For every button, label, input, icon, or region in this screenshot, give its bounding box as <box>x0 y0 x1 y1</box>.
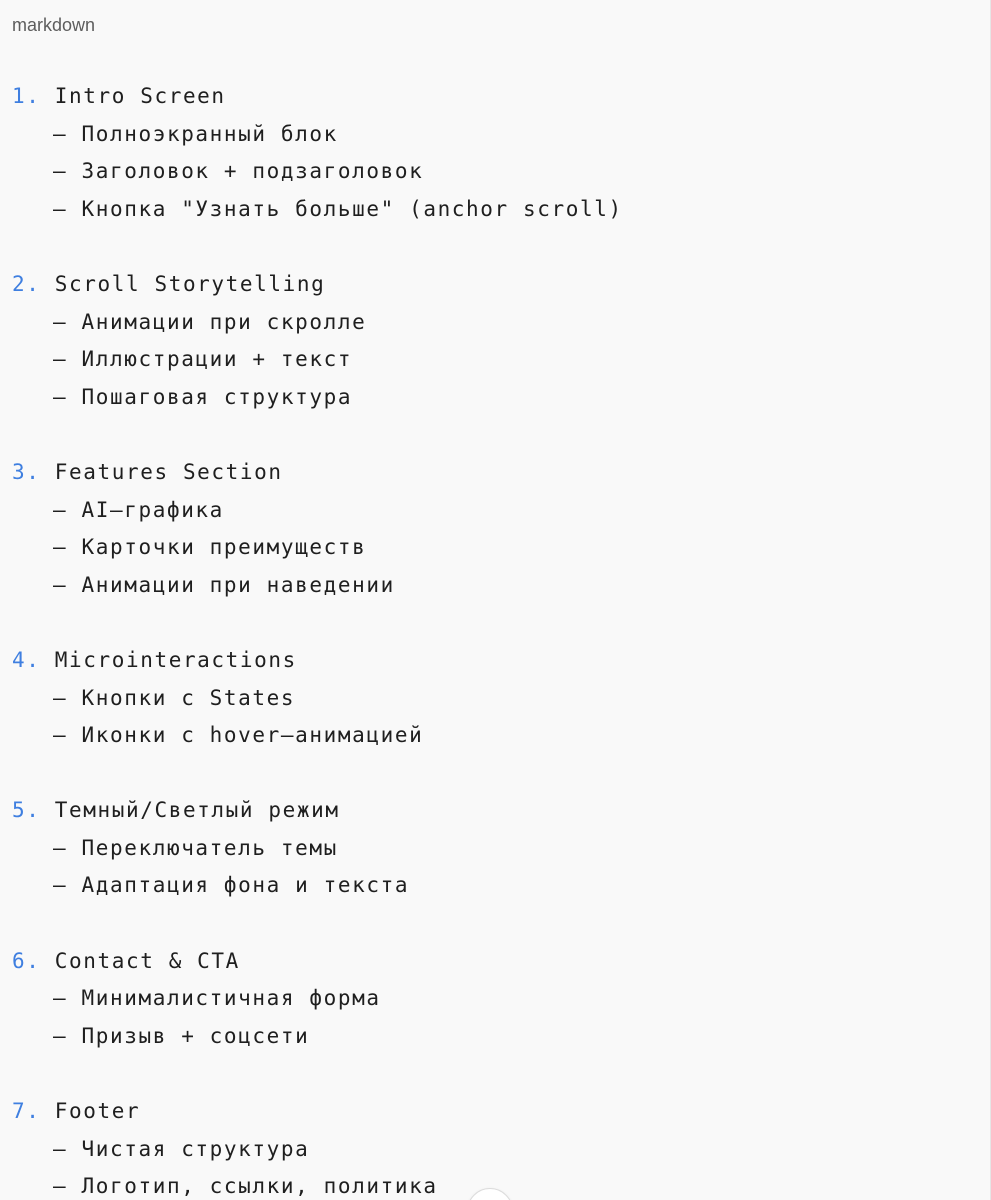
list-subitem: — Полноэкранный блок <box>53 121 338 146</box>
list-number: 1. <box>12 84 41 108</box>
list-subitem: — Анимации при скролле <box>53 309 367 334</box>
list-number: 5. <box>12 798 41 823</box>
section-title: Scroll Storytelling <box>54 271 326 296</box>
list-item <box>12 266 623 304</box>
list-number: 4. <box>12 647 41 672</box>
blank-line <box>12 905 623 943</box>
list-subitem: — AI—графика <box>53 497 224 522</box>
blank-line <box>12 228 623 266</box>
list-subitem: — Пошаговая структура <box>53 384 353 409</box>
code-language-label: markdown <box>12 15 96 35</box>
list-item <box>12 454 623 492</box>
list-item <box>12 792 623 830</box>
section-title: Contact & CTA <box>54 948 240 973</box>
list-subitem: — Призыв + соцсети <box>53 1023 310 1048</box>
list-subitem: — Адаптация фона и текста <box>53 873 410 898</box>
code-content <box>12 78 623 1200</box>
list-item <box>12 78 623 116</box>
section-title: Темный/Светлый режим <box>54 798 340 823</box>
section-title: Intro Screen <box>54 84 226 108</box>
list-subitem: — Иллюстрации + текст <box>53 347 353 372</box>
blank-line <box>12 1055 623 1093</box>
list-number: 7. <box>12 1099 41 1124</box>
list-subitem: — Заголовок + подзаголовок <box>53 159 424 184</box>
blank-line <box>12 416 623 454</box>
list-subitem: — Логотип, ссылки, политика <box>53 1174 438 1199</box>
list-subitem: — Минималистичная форма <box>53 986 381 1011</box>
list-number: 3. <box>12 459 41 484</box>
section-title: Features Section <box>54 459 283 484</box>
section-title: Microinteractions <box>54 647 297 672</box>
list-subitem: — Иконки с hover—анимацией <box>53 723 424 748</box>
section-title: Footer <box>54 1099 141 1124</box>
list-subitem: — Анимации при наведении <box>53 572 395 597</box>
list-subitem: — Кнопка "Узнать больше" (anchor scroll) <box>53 196 623 221</box>
list-subitem: — Чистая структура <box>53 1136 310 1161</box>
blank-line <box>12 755 623 793</box>
list-number: 2. <box>12 271 41 296</box>
list-subitem: — Переключатель темы <box>53 835 338 860</box>
blank-line <box>12 604 623 642</box>
list-item <box>12 943 623 981</box>
list-item <box>12 1093 623 1131</box>
list-item <box>12 642 623 680</box>
list-number: 6. <box>12 948 41 973</box>
list-subitem: — Кнопки с States <box>53 685 296 710</box>
list-subitem: — Карточки преимуществ <box>53 535 367 560</box>
